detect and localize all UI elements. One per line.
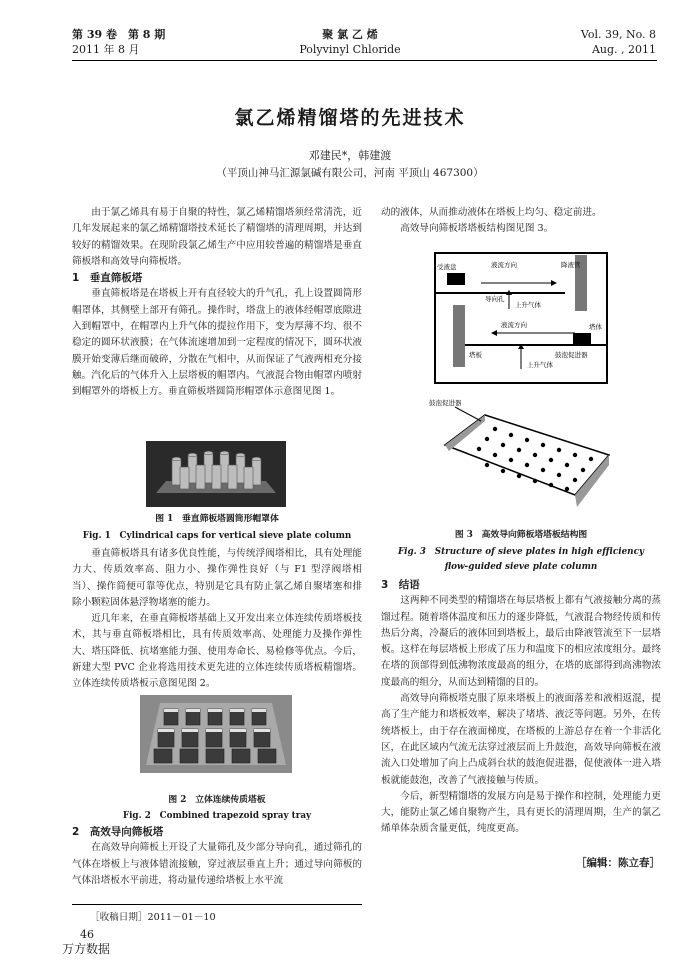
label-guide-hole: 导向孔 — [485, 295, 505, 303]
section-3-paragraph-1: 这两种不同类型的精馏塔在每层塔板上都有气液接触分离的蒸馏过程。随着塔体温度和压力的逐步降低，气液混合物经传质和传热后分离，冷凝后的液体回到塔板上，最后由降液管流至下一层塔板。这样在每层塔板上形成了压力和温度下的相应浓度组分。最终在塔的顶部得到低沸物浓度最高的组分，在塔的底部得到高沸物浓度最高的组分，从而达到精馏的目的。 — [381, 595, 661, 688]
editor-note: ［编辑：陈立春］ — [576, 857, 660, 869]
figure-1-image — [146, 441, 286, 507]
label-flow-direction-top: 液流方向 — [491, 261, 517, 269]
page-title: 氯乙烯精馏塔的先进技术 — [234, 107, 466, 129]
figure-3-reference: 高效导向筛板塔塔板结构图见图 3。 — [400, 223, 554, 235]
section-1-paragraph-3: 近几年来，在垂直筛板塔基础上又开发出来立体连续传质塔板技术，其与垂直筛板塔相比，具有传质效率高、处理能力及操作弹性大、塔压降低、抗堵塞能力强、使用寿命长、易检修等优点。今后，新建大型 PVC 企业将选用技术更先进的立体连续传质塔板精馏塔。立体连续传质塔板示意图见图 2。 — [72, 613, 362, 690]
figure-2-caption-cn: 图 2 立体连续传质塔板 — [168, 795, 266, 805]
label-downcomer: 降液管 — [561, 261, 581, 269]
left-column-2 — [72, 546, 362, 693]
section-2-heading: 2 高效导向筛板塔 — [72, 826, 164, 838]
header-journal-en: Polyvinyl Chloride — [299, 43, 401, 56]
section-1-heading: 1 垂直筛板塔 — [72, 272, 143, 285]
right-column-2 — [381, 577, 661, 838]
cylinder-caps-illustration — [146, 441, 286, 507]
label-tray: 塔板 — [469, 351, 482, 359]
sieve-plate-structure-diagram — [425, 245, 615, 515]
received-date: ［收稿日期］2011－01－10 — [90, 912, 216, 923]
right-column — [381, 205, 661, 238]
figure-1-caption-cn: 图 1 垂直筛板塔圆筒形帽罩体 — [155, 514, 279, 524]
header-volume-cn: 第 39 卷 第 8 期 — [72, 28, 166, 41]
label-bubble-promoter-top: 鼓泡促进器 — [555, 351, 588, 359]
section-1-paragraph-1: 垂直筛板塔是在塔板上开有直径较大的升气孔，孔上设置圆筒形帽罩体，其侧壁上部开有筛孔。操作时，塔盘上的液体经帽罩底隙进入到帽罩中，在帽罩内上升气体的提拉作用下，变为厚薄不均、很不稳定的圆环状液膜；在气体流速增加到一定程度的情况下，圆环状液膜开始变薄后继而破碎，分散在气相中，从而保证了气液两相充分接触。汽化后的气体升入上层塔板的帽罩内。气液混合物由帽罩内喷射到帽罩外的塔板上方。垂直筛板塔圆筒形帽罩体示意图见图 1。 — [72, 288, 362, 398]
header-date-cn: 2011 年 8 月 — [72, 43, 140, 56]
section-2-continuation: 动的液体，从而推动液体在塔板上均匀、稳定前进。 — [381, 207, 602, 218]
label-bubble-promoter: 鼓泡促进器 — [429, 399, 462, 407]
page-number: 46 — [80, 928, 94, 941]
trapezoid-tray-illustration — [140, 695, 292, 773]
affiliation: （平顶山神马汇源氯碱有限公司，河南 平顶山 467300） — [216, 167, 484, 179]
figure-3-image — [425, 245, 615, 515]
label-flow-direction-bottom: 液流方向 — [501, 321, 527, 329]
figure-1-caption-en: Fig. 1 Cylindrical caps for vertical sieve plate column — [82, 531, 352, 541]
watermark: 万方数据 — [62, 942, 111, 956]
figure-2-image — [140, 695, 292, 773]
figure-3-caption-cn: 图 3 高效导向筛板塔塔板结构图 — [454, 530, 588, 540]
section-3-paragraph-2: 高效导向筛板塔克服了原来塔板上的液面落差和液相返混，提高了生产能力和塔板效率，解决了堵塔、液泛等问题。另外，在传统塔板上，由于存在液面梯度，在塔板的上游总存在着一个非活化区，在此区域内气流无法穿过液层而上升鼓泡，高效导向筛板在液流入口处增加了向上凸成斜台状的鼓泡促进器，促使液体一进入塔板就能鼓泡，改善了气液接触与传质。 — [381, 693, 661, 786]
section-2-paragraph-1: 在高效导向筛板上开设了大量筛孔及少部分导向孔，通过筛孔的气体在塔板上与液体错流接触，穿过液层垂直上升；通过导向筛板的气体沿塔板水平前进，将动量传递给塔板上水平流 — [72, 842, 362, 886]
intro-paragraph: 由于氯乙烯具有易于自聚的特性，氯乙烯精馏塔须经常清洗，近几年发展起来的氯乙烯精馏塔技术延长了精馏塔的清理周期，并达到较好的精馏效果。在现阶段氯乙烯生产中应用较普遍的精馏塔是垂直筛板塔和高效导向筛板塔。 — [72, 207, 362, 267]
figure-3-caption-en-1: Fig. 3 Structure of sieve plates in high efficiency — [397, 547, 645, 557]
header-volume-en: Vol. 39, No. 8 — [580, 28, 656, 41]
label-rising-gas-top: 上升气体 — [515, 301, 541, 309]
label-column-shell: 塔体 — [589, 323, 602, 331]
label-receiving-pan: 受液盘 — [437, 263, 457, 271]
header-journal-cn: 聚 氯 乙 烯 — [322, 28, 378, 41]
section-3-heading: 3 结语 — [381, 579, 420, 591]
section-1-paragraph-2: 垂直筛板塔具有诸多优良性能，与传统浮阀塔相比，具有处理能力大、传质效率高、阻力小、操作弹性良好（与 F1 型浮阀塔相当）、操作简便可靠等优点，特别是它具有防止氯乙烯自聚堵塞和排除小颗粒固体悬浮物堵塞的能力。 — [72, 548, 362, 608]
footnote-rule — [72, 904, 362, 905]
section-3-paragraph-3: 今后，新型精馏塔的发展方向是易于操作和控制，处理能力更大，能防止氯乙烯自聚物产生，具有更长的清理周期，生产的氯乙烯单体杂质含量更低，纯度更高。 — [381, 790, 661, 835]
left-column-3 — [72, 824, 362, 889]
figure-2-caption-en: Fig. 2 Combined trapezoid spray tray — [122, 811, 312, 821]
authors: 邓建民*，韩建渡 — [308, 149, 392, 162]
figure-3-caption-en-2: flow-guided sieve plate column — [444, 562, 598, 572]
header-date-en: Aug. , 2011 — [591, 43, 656, 56]
label-rising-gas-bottom: 上升气体 — [527, 361, 553, 369]
header-rule — [72, 60, 657, 61]
left-column — [72, 205, 362, 401]
